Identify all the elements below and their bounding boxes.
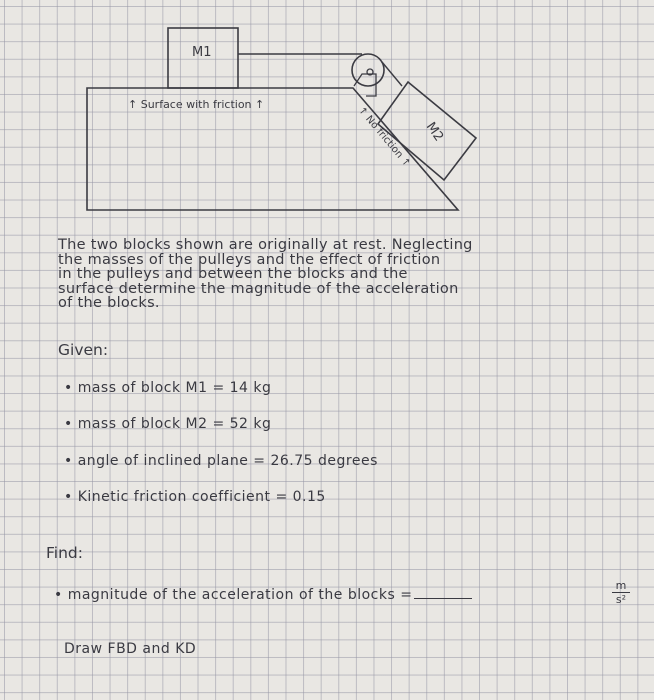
- unit-denominator: s²: [615, 593, 627, 606]
- problem-line: The two blocks shown are originally at rest. Neglecting: [58, 237, 473, 253]
- problem-statement: [58, 238, 598, 311]
- block-m1-label: M1: [192, 45, 212, 60]
- problem-line: of the blocks.: [58, 295, 160, 312]
- incline-note: ↑ No friction ↑: [355, 104, 413, 170]
- rope-incline: [382, 62, 402, 86]
- problem-line: the masses of the pulleys and the effect of friction: [58, 251, 441, 268]
- given-item: • angle of inclined plane = 26.75 degrees: [64, 453, 378, 469]
- footer-instruction: Draw FBD and KD: [64, 641, 197, 657]
- surface-note: ↑ Surface with friction ↑: [128, 98, 265, 111]
- given-item: • mass of block M1 = 14 kg: [64, 380, 272, 396]
- given-heading: Given:: [58, 341, 109, 359]
- problem-line: surface determine the magnitude of the acceleration: [58, 280, 459, 297]
- given-item: • Kinetic friction coefficient = 0.15: [64, 489, 326, 505]
- unit-numerator: m: [612, 580, 630, 593]
- find-item-text: • magnitude of the acceleration of the blocks =: [54, 587, 413, 603]
- physics-diagram: [0, 0, 654, 230]
- given-item: • mass of block M2 = 52 kg: [64, 416, 272, 432]
- block-m2-label: M2: [422, 119, 447, 145]
- find-item: [54, 586, 472, 603]
- answer-blank: [414, 586, 472, 599]
- acceleration-unit: [612, 580, 630, 605]
- problem-line: in the pulleys and between the blocks and the: [58, 266, 408, 283]
- find-heading: Find:: [46, 544, 83, 562]
